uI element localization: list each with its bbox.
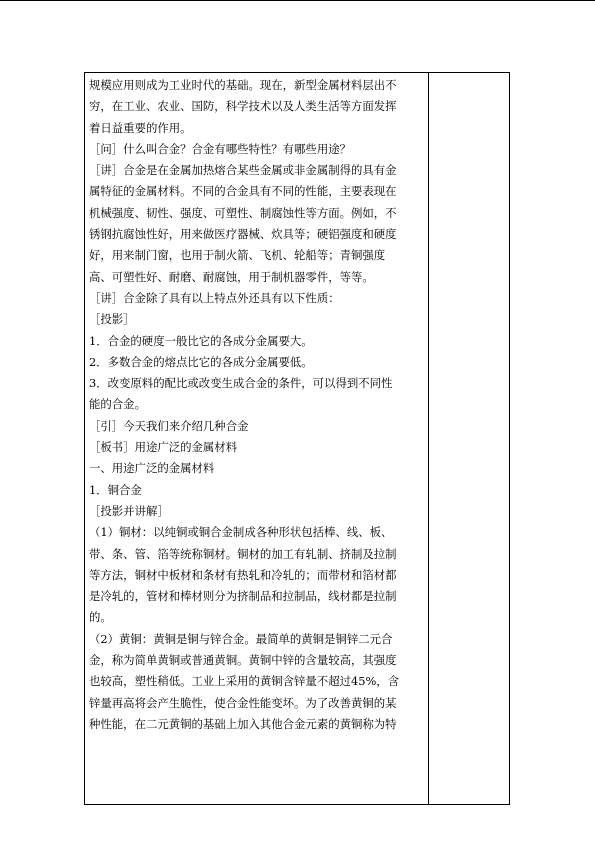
text-line: 能的合金。 bbox=[89, 397, 146, 412]
lesson-table bbox=[84, 72, 510, 805]
text-line: ［板书］用途广泛的金属材料 bbox=[89, 440, 238, 455]
text-line: （2）黄铜：黄铜是铜与锌合金。最简单的黄铜是铜锌二元合 bbox=[89, 631, 393, 646]
text-line: 也较高，塑性稍低。工业上采用的黄铜含锌量不超过45%，含 bbox=[89, 674, 400, 689]
text-line: ［讲］合金是在金属加热熔合某些金属或非金属制得的具有金 bbox=[89, 163, 397, 178]
text-line: ［引］今天我们来介绍几种合金 bbox=[89, 418, 249, 433]
text-line: 穷，在工业、农业、国防，科学技术以及人类生活等方面发挥 bbox=[89, 99, 397, 114]
page-top-rule bbox=[0, 0, 595, 1]
text-line: ［问］什么叫合金？合金有哪些特性？有哪些用途？ bbox=[89, 141, 351, 156]
text-line: （1）铜材：以纯铜或铜合金制成各种形状包括棒、线、板、 bbox=[89, 525, 393, 540]
notes-cell bbox=[429, 73, 509, 804]
text-line: 一、用途广泛的金属材料 bbox=[89, 461, 215, 476]
text-line: 锌量再高将会产生脆性，使合金性能变坏。为了改善黄铜的某 bbox=[89, 695, 397, 710]
text-line: 1．合金的硬度一般比它的各成分金属要大。 bbox=[89, 333, 313, 348]
text-line: 高、可塑性好、耐磨、耐腐蚀，用于制机器零件，等等。 bbox=[89, 269, 374, 284]
text-line: 金，称为简单黄铜或普通黄铜。黄铜中锌的含量较高，其强度 bbox=[89, 653, 397, 668]
text-line: 着日益重要的作用。 bbox=[89, 120, 192, 135]
text-line: 种性能，在二元黄铜的基础上加入其他合金元素的黄铜称为特 bbox=[89, 716, 397, 731]
text-line: 2．多数合金的熔点比它的各成分金属要低。 bbox=[89, 354, 313, 369]
text-line: 等方法，铜材中板材和条材有热轧和冷轧的；而带材和箔材都 bbox=[89, 567, 397, 582]
text-line: ［投影］ bbox=[89, 312, 135, 327]
text-line: ［投影并讲解］ bbox=[89, 503, 169, 518]
text-line: 是冷轧的，管材和棒材则分为挤制品和拉制品，线材都是拉制 bbox=[89, 589, 397, 604]
text-line: 属特征的金属材料。不同的合金具有不同的性能，主要表现在 bbox=[89, 184, 397, 199]
text-line: 带、条、管、箔等统称铜材。铜材的加工有轧制、挤制及拉制 bbox=[89, 546, 397, 561]
text-line: ［讲］合金除了具有以上特点外还具有以下性质： bbox=[89, 290, 340, 305]
text-line: 好，用来制门窗，也用于制火箭、飞机、轮船等；青铜强度 bbox=[89, 248, 386, 263]
text-line: 锈钢抗腐蚀性好，用来做医疗器械、炊具等；硬铝强度和硬度 bbox=[89, 227, 397, 242]
text-line: 1．铜合金 bbox=[89, 482, 142, 497]
text-line: 的。 bbox=[89, 610, 112, 625]
text-line: 机械强度、韧性、强度、可塑性、制腐蚀性等方面。例如，不 bbox=[89, 205, 397, 220]
text-line: 规模应用则成为工业时代的基础。现在，新型金属材料层出不 bbox=[89, 78, 397, 92]
lesson-content-cell bbox=[85, 73, 429, 804]
text-line: 3．改变原料的配比或改变生成合金的条件，可以得到不同性 bbox=[89, 376, 393, 391]
